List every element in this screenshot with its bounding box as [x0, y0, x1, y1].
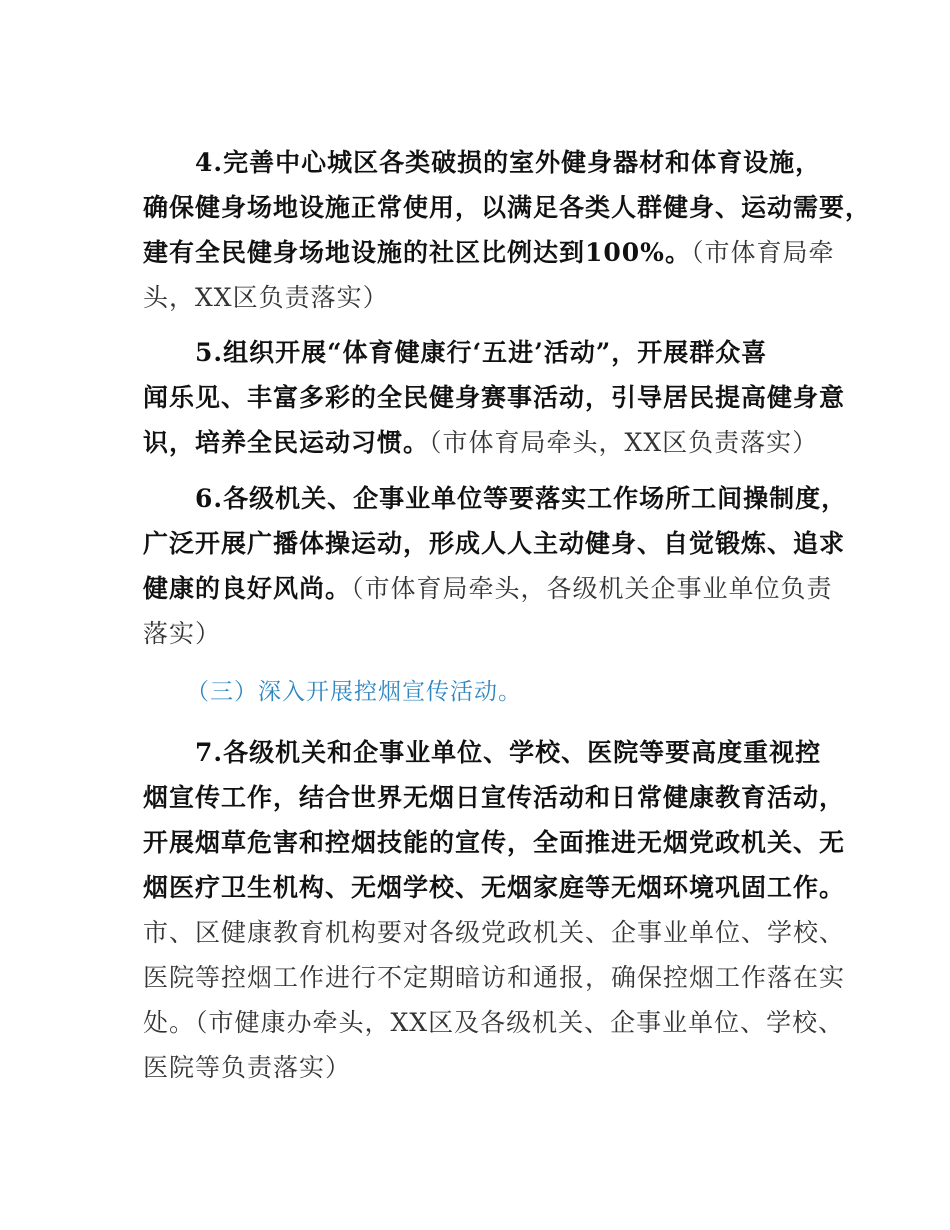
item-6-line-3 — [143, 566, 833, 611]
item-4-line-3-bold: 建有全民健身场地设施的社区比例达到100%。 — [143, 238, 691, 267]
item-7-line-8: 医院等负责落实） — [143, 1053, 352, 1082]
item-7-line-1: 7.各级机关和企事业单位、学校、医院等要高度重视控 — [195, 738, 822, 767]
item-5-line-3-responsibility: （市体育局牵头，XX区负责落实） — [429, 428, 819, 457]
item-7-line-7: 处。（市健康办牵头，XX区及各级机关、企事业单位、学校、 — [143, 1008, 845, 1037]
item-4-line-3 — [143, 230, 833, 275]
item-5-line-1: 5.组织开展“体育健康行‘五进’活动”，开展群众喜 — [195, 338, 768, 367]
item-5-line-2: 闻乐见、丰富多彩的全民健身赛事活动，引导居民提高健身意 — [143, 383, 846, 412]
item-7-line-2: 烟宣传工作，结合世界无烟日宣传活动和日常健康教育活动， — [143, 783, 846, 812]
item-5-line-3-bold: 识，培养全民运动习惯。 — [143, 428, 430, 457]
item-5-line-3 — [143, 420, 833, 465]
item-4-line-3-responsibility: （市体育局牵 — [690, 238, 835, 267]
item-6-line-3-responsibility: （市体育局牵头，各级机关企事业单位负责 — [351, 574, 833, 603]
item-4-line-2: 确保健身场地设施正常使用，以满足各类人群健身、运动需要， — [143, 193, 872, 222]
item-7-line-5: 市、区健康教育机构要对各级党政机关、企事业单位、学校、 — [143, 918, 846, 947]
item-6-line-1: 6.各级机关、企事业单位等要落实工作场所工间操制度， — [195, 484, 848, 513]
paragraph-item-4 — [143, 140, 872, 320]
item-7-line-4: 烟医疗卫生机构、无烟学校、无烟家庭等无烟环境巩固工作。 — [143, 873, 846, 902]
section-heading-3: （三）深入开展控烟宣传活动。 — [186, 679, 522, 705]
item-6-line-3-bold: 健康的良好风尚。 — [143, 574, 352, 603]
item-6-line-4: 落实） — [143, 619, 222, 648]
item-4-line-1: 4.完善中心城区各类破损的室外健身器材和体育设施， — [195, 148, 822, 177]
item-7-line-3: 开展烟草危害和控烟技能的宣传，全面推进无烟党政机关、无 — [143, 828, 846, 857]
item-6-line-2: 广泛开展广播体操运动，形成人人主动健身、自觉锻炼、追求 — [143, 529, 846, 558]
paragraph-item-6 — [143, 476, 848, 656]
item-4-line-4: 头，XX区负责落实） — [143, 283, 389, 312]
paragraph-item-5 — [143, 330, 846, 465]
item-7-line-6: 医院等控烟工作进行不定期暗访和通报，确保控烟工作落在实 — [143, 963, 846, 992]
paragraph-item-7 — [143, 730, 846, 1090]
